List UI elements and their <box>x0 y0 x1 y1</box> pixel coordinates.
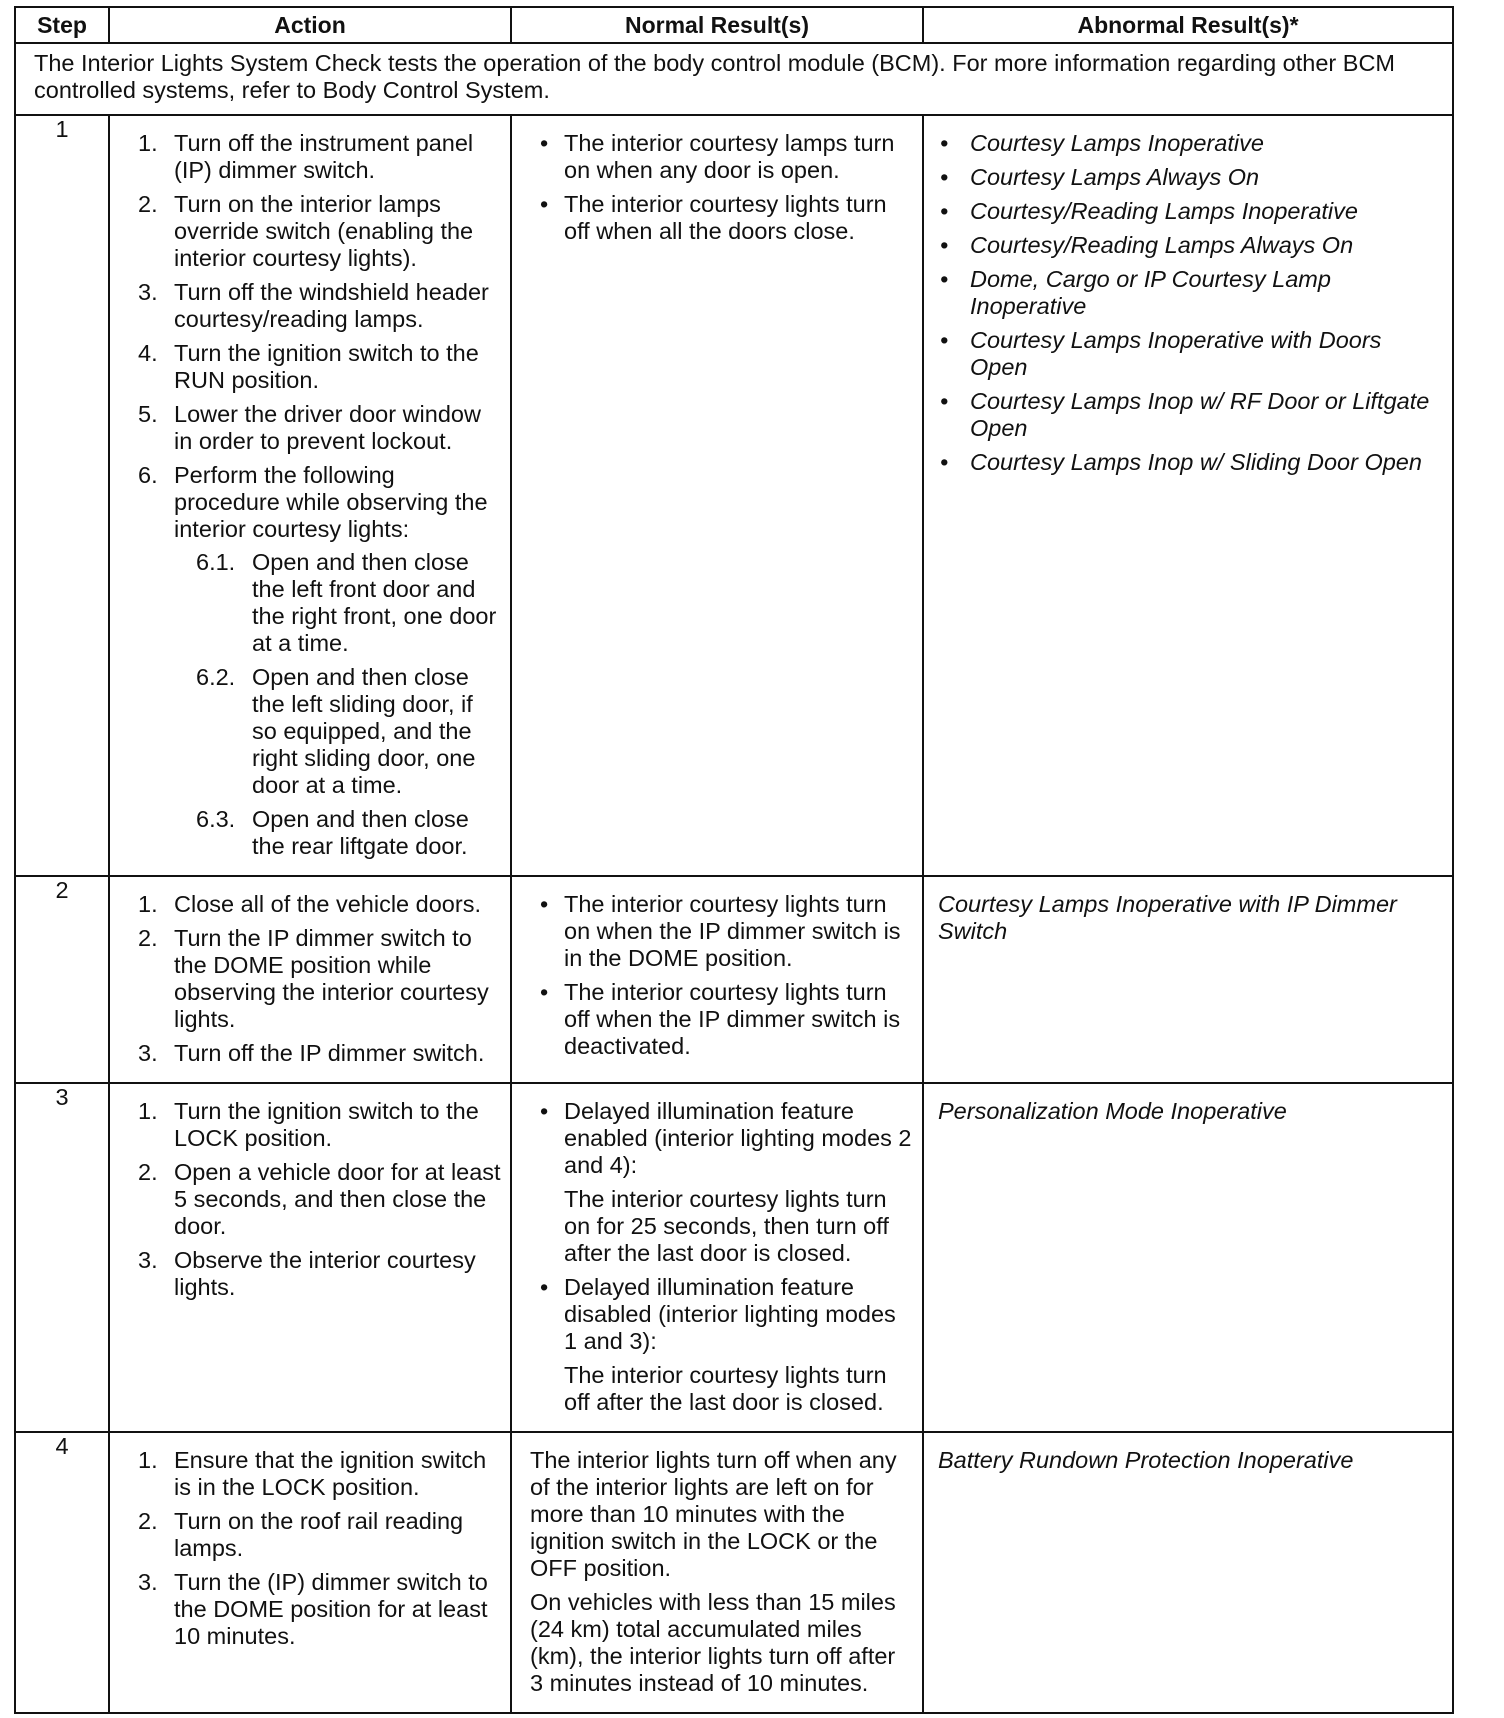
step-number: 4 <box>15 1432 109 1713</box>
action-cell <box>109 1432 511 1713</box>
header-row <box>15 7 1453 43</box>
normal-result-item: • The interior courtesy lamps turn on when any door is open. <box>540 130 895 183</box>
action-subitem: 6.1. Open and then close the left front door and the right front, one door at a time. <box>196 549 497 656</box>
action-item: 3. Observe the interior courtesy lights. <box>138 1247 476 1300</box>
intro-text: The Interior Lights System Check tests the operation of the body control module (BCM). For more information regarding other BCM controlled systems, refer to Body Control System. <box>15 43 1453 115</box>
action-cell <box>109 876 511 1083</box>
action-subitem: 6.2. Open and then close the left sliding door, if so equipped, and the right sliding door, one door at a time. <box>196 664 476 798</box>
action-item: 1. Ensure that the ignition switch is in the LOCK position. <box>138 1447 487 1500</box>
abnormal-result-link[interactable]: • Courtesy Lamps Inoperative with Doors Open <box>940 327 1382 380</box>
table-row <box>15 1432 1453 1713</box>
action-item: 6. Perform the following procedure while observing the interior courtesy lights: 6.1. Open and then close the left front door and the right front, one door at a time. 6.2. Open and then close the left sliding door, if so equipped, and the right sliding door, one door at a time. 6.3. Open and then close the rear liftgate door. <box>138 462 502 860</box>
normal-result-item: • The interior courtesy lights turn off when all the doors close. <box>540 191 887 244</box>
action-item: 3. Turn the (IP) dimmer switch to the DOME position for at least 10 minutes. <box>138 1569 488 1649</box>
action-item: 4. Turn the ignition switch to the RUN position. <box>138 340 479 393</box>
abnormal-result-link[interactable]: • Courtesy/Reading Lamps Always On <box>940 232 1354 258</box>
abnormal-result-link[interactable]: Battery Rundown Protection Inoperative <box>923 1432 1453 1713</box>
action-item: 2. Turn on the roof rail reading lamps. <box>138 1508 464 1561</box>
diagnostic-table <box>14 6 1454 1714</box>
action-item: 1. Turn the ignition switch to the LOCK position. <box>138 1098 479 1151</box>
abnormal-result-link[interactable]: • Dome, Cargo or IP Courtesy Lamp Inoperative <box>940 266 1331 319</box>
table-row <box>15 1083 1453 1432</box>
abnormal-result-link[interactable]: Courtesy Lamps Inoperative with IP Dimmer Switch <box>923 876 1453 1083</box>
abnormal-result-link[interactable]: • Courtesy Lamps Always On <box>940 164 1260 190</box>
normal-result-item: • Delayed illumination feature enabled (interior lighting modes 2 and 4): The interior courtesy lights turn on for 25 seconds, then turn off after the last door is closed. <box>538 1098 914 1267</box>
action-item: 1. Turn off the instrument panel (IP) dimmer switch. <box>138 130 474 183</box>
normal-result-cell <box>511 1083 923 1432</box>
step-number: 2 <box>15 876 109 1083</box>
action-item: 3. Turn off the IP dimmer switch. <box>138 1040 485 1066</box>
action-item: 2. Turn on the interior lamps override switch (enabling the interior courtesy lights). <box>138 191 474 271</box>
action-cell <box>109 1083 511 1432</box>
step-number: 1 <box>15 115 109 876</box>
action-item: 2. Open a vehicle door for at least 5 seconds, and then close the door. <box>138 1159 501 1239</box>
abnormal-result-link[interactable]: • Courtesy Lamps Inoperative <box>940 130 1264 156</box>
action-item: 5. Lower the driver door window in order to prevent lockout. <box>138 401 481 454</box>
header-abnormal-results: Abnormal Result(s)* <box>923 7 1453 43</box>
action-item: 2. Turn the IP dimmer switch to the DOME position while observing the interior courtesy lights. <box>138 925 489 1032</box>
normal-result-item: • The interior courtesy lights turn off when the IP dimmer switch is deactivated. <box>540 979 901 1059</box>
abnormal-result-link[interactable]: Personalization Mode Inoperative <box>923 1083 1453 1432</box>
normal-result-item: • The interior courtesy lights turn on when the IP dimmer switch is in the DOME position. <box>540 891 901 971</box>
header-action: Action <box>109 7 511 43</box>
header-step: Step <box>15 7 109 43</box>
normal-result-detail: The interior courtesy lights turn off after the last door is closed. <box>564 1362 887 1415</box>
table-row <box>15 876 1453 1083</box>
normal-result-cell <box>511 876 923 1083</box>
intro-row <box>15 43 1453 115</box>
abnormal-result-cell <box>923 115 1453 876</box>
normal-result-paragraph: On vehicles with less than 15 miles (24 km) total accumulated miles (km), the interior lights turn off after 3 minutes instead of 10 minutes. <box>530 1589 896 1696</box>
normal-result-paragraph: The interior lights turn off when any of the interior lights are left on for more than 10 minutes with the ignition switch in the LOCK or the OFF position. <box>530 1447 897 1581</box>
header-normal-results: Normal Result(s) <box>511 7 923 43</box>
table-row <box>15 115 1453 876</box>
normal-result-detail: The interior courtesy lights turn on for 25 seconds, then turn off after the last door is closed. <box>564 1186 889 1266</box>
normal-result-cell <box>511 1432 923 1713</box>
abnormal-result-link[interactable]: • Courtesy Lamps Inop w/ Sliding Door Open <box>940 449 1422 475</box>
action-subitem: 6.3. Open and then close the rear liftgate door. <box>196 806 469 859</box>
action-item: 1. Close all of the vehicle doors. <box>138 891 481 917</box>
normal-result-item: • Delayed illumination feature disabled (interior lighting modes 1 and 3): The interior courtesy lights turn off after the last door is closed. <box>538 1274 914 1416</box>
action-item: 3. Turn off the windshield header courtesy/reading lamps. <box>138 279 489 332</box>
step-number: 3 <box>15 1083 109 1432</box>
action-cell <box>109 115 511 876</box>
abnormal-result-link[interactable]: • Courtesy/Reading Lamps Inoperative <box>940 198 1358 224</box>
normal-result-cell <box>511 115 923 876</box>
abnormal-result-link[interactable]: • Courtesy Lamps Inop w/ RF Door or Liftgate Open <box>940 388 1430 441</box>
